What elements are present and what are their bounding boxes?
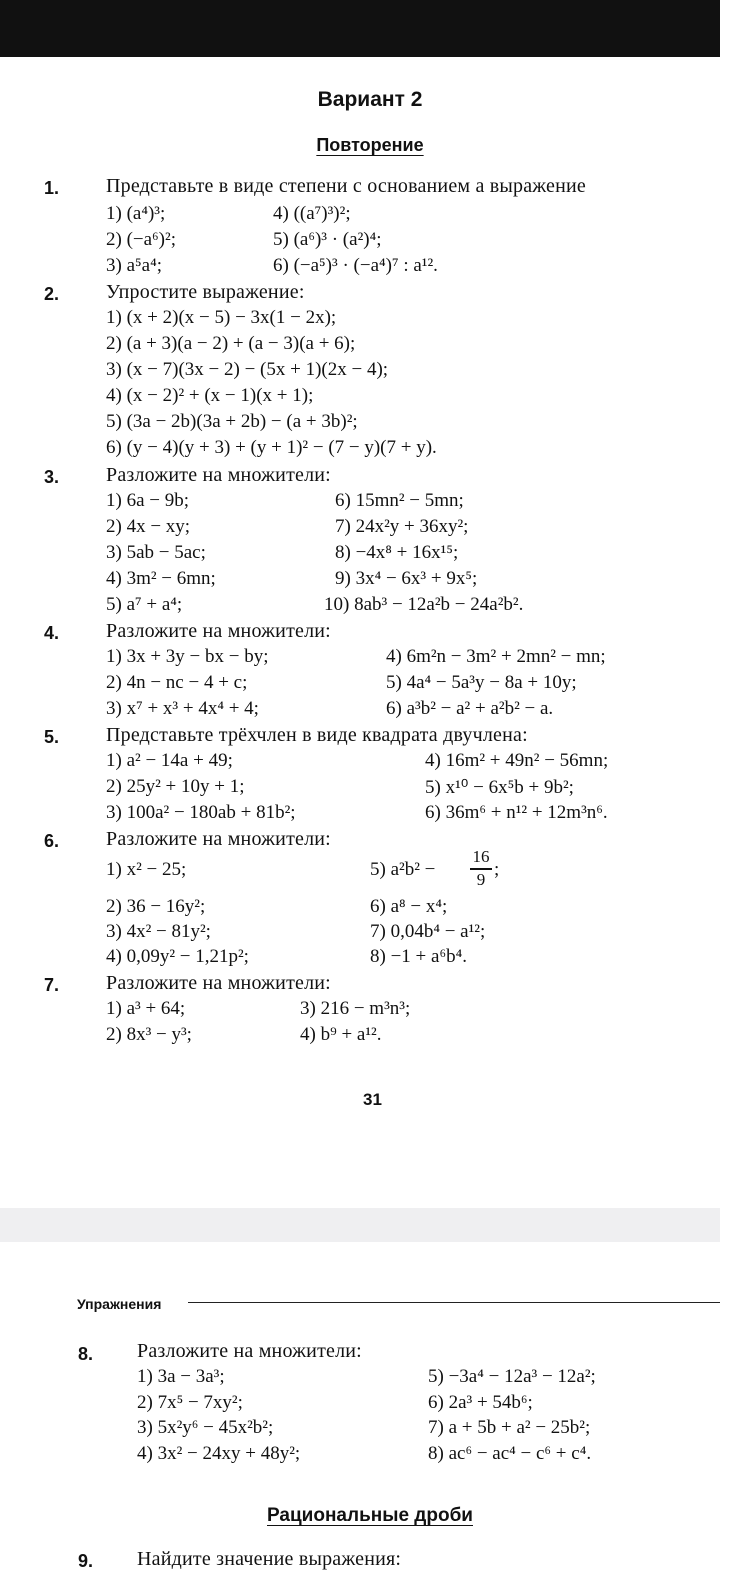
task-item: 3) a⁵a⁴; <box>106 255 162 276</box>
task-title: Представьте в виде степени с основанием a выражение <box>106 175 587 197</box>
task-item: 3) 4x² − 81y²; <box>106 921 211 942</box>
task-title: Разложите на множители: <box>137 1340 362 1362</box>
task-item: 5) 4a⁴ − 5a³y − 8a + 10y; <box>386 672 577 693</box>
task-item: 2) (−a⁶)²; <box>106 229 176 250</box>
task-title: Разложите на множители: <box>106 464 331 486</box>
task-number: 5. <box>44 727 60 747</box>
task-item: 4) 0,09y² − 1,21p²; <box>106 946 249 967</box>
task-item: 1) 3a − 3a³; <box>137 1366 225 1387</box>
fraction-numerator: 16 <box>472 847 490 866</box>
fraction-denominator: 9 <box>476 870 486 889</box>
task-title: Разложите на множители: <box>106 828 331 850</box>
task-item: 3) 100a² − 180ab + 81b²; <box>106 802 296 823</box>
section-label: Упражнения <box>77 1296 162 1312</box>
task-item: 6) a⁸ − x⁴; <box>370 896 448 917</box>
task-number: 1. <box>44 178 60 198</box>
task-item: 3) 5ab − 5ac; <box>106 542 206 563</box>
task-item: 4) 6m²n − 3m² + 2mn² − mn; <box>386 646 606 667</box>
task-item: 6) (−a⁵)³ · (−a⁴)⁷ : a¹². <box>273 255 438 276</box>
task-item: 6) 2a³ + 54b⁶; <box>428 1392 533 1413</box>
task-item: 4) 3x² − 24xy + 48y²; <box>137 1443 301 1464</box>
task-item: 4) 3m² − 6mn; <box>106 568 216 589</box>
task-item: 9) 3x⁴ − 6x³ + 9x⁵; <box>335 568 478 589</box>
task-item: 6) (y − 4)(y + 3) + (y + 1)² − (7 − y)(7 + y). <box>106 437 437 458</box>
page-title: Вариант 2 <box>317 88 423 111</box>
task-item: 2) 4n − nc − 4 + c; <box>106 672 248 693</box>
task-number: 2. <box>44 284 60 304</box>
task-item: 6) 15mn² − 5mn; <box>335 490 464 511</box>
task-item: 6) a³b² − a² + a²b² − a. <box>386 698 554 719</box>
fraction-suffix: ; <box>494 859 500 880</box>
task-number: 4. <box>44 623 60 643</box>
task-item: 8) ac⁶ − ac⁴ − c⁶ + c⁴. <box>428 1443 592 1464</box>
task-item: 2) 25y² + 10y + 1; <box>106 776 245 797</box>
task-item: 5) a²b² − <box>370 859 436 880</box>
task-item: 7) 24x²y + 36xy²; <box>335 516 469 537</box>
task-item: 5) −3a⁴ − 12a³ − 12a²; <box>428 1366 596 1387</box>
task-item: 2) 7x⁵ − 7xy²; <box>137 1392 243 1413</box>
task-item: 1) (a⁴)³; <box>106 203 166 224</box>
task-item: 3) 216 − m³n³; <box>300 998 411 1019</box>
task-number: 7. <box>44 975 60 995</box>
task-item: 3) 5x²y⁶ − 45x²b²; <box>137 1417 274 1438</box>
task-number: 6. <box>44 831 60 851</box>
page-separator <box>0 1208 720 1242</box>
task-item: 2) 36 − 16y²; <box>106 896 206 917</box>
task-title: Разложите на множители: <box>106 620 331 642</box>
task-item: 3) x⁷ + x³ + 4x⁴ + 4; <box>106 698 259 719</box>
task-item: 1) 3x + 3y − bx − by; <box>106 646 269 667</box>
task-item: 8) −1 + a⁶b⁴. <box>370 946 467 967</box>
task-item: 4) b⁹ + a¹². <box>300 1024 382 1045</box>
task-item: 1) a² − 14a + 49; <box>106 750 233 771</box>
task-item: 5) (a⁶)³ · (a²)⁴; <box>273 229 382 250</box>
task-item: 3) (x − 7)(3x − 2) − (5x + 1)(2x − 4); <box>106 359 389 380</box>
task-item: 7) a + 5b + a² − 25b²; <box>428 1417 591 1438</box>
section-rule <box>188 1302 720 1303</box>
task-number: 8. <box>78 1344 94 1364</box>
task-item: 4) ((a⁷)³)²; <box>273 203 351 224</box>
task-item: 5) x¹⁰ − 6x⁵b + 9b²; <box>425 777 574 798</box>
task-title: Упростите выражение: <box>106 281 305 303</box>
task-item: 2) (a + 3)(a − 2) + (a − 3)(a + 6); <box>106 333 356 354</box>
task-item: 8) −4x⁸ + 16x¹⁵; <box>335 542 459 563</box>
task-item: 1) a³ + 64; <box>106 998 186 1019</box>
task-title: Разложите на множители: <box>106 972 331 994</box>
task-item: 2) 8x³ − y³; <box>106 1024 192 1045</box>
task-title: Найдите значение выражения: <box>137 1548 402 1570</box>
cut-off-line <box>0 1545 720 1571</box>
task-item: 10) 8ab³ − 12a²b − 24a²b². <box>324 594 524 615</box>
task-item: 1) (x + 2)(x − 5) − 3x(1 − 2x); <box>106 307 337 328</box>
task-item: 6) 36m⁶ + n¹² + 12m³n⁶. <box>425 802 608 823</box>
task-item: 5) a⁷ + a⁴; <box>106 594 183 615</box>
section-heading: Рациональные дроби <box>267 1505 473 1526</box>
top-bar <box>0 0 720 57</box>
page-number: 31 <box>363 1090 382 1109</box>
task-item: 2) 4x − xy; <box>106 516 191 537</box>
task-item: 7) 0,04b⁴ − a¹²; <box>370 921 486 942</box>
task-item: 1) x² − 25; <box>106 859 187 880</box>
task-item: 1) 6a − 9b; <box>106 490 190 511</box>
task-item: 4) (x − 2)² + (x − 1)(x + 1); <box>106 385 314 406</box>
task-item: 5) (3a − 2b)(3a + 2b) − (a + 3b)²; <box>106 411 358 432</box>
task-title: Представьте трёхчлен в виде квадрата двучлена: <box>106 724 528 746</box>
task-number: 9. <box>78 1551 94 1571</box>
task-number: 3. <box>44 467 60 487</box>
task-item: 4) 16m² + 49n² − 56mn; <box>425 750 609 771</box>
page-subtitle: Повторение <box>316 135 424 155</box>
